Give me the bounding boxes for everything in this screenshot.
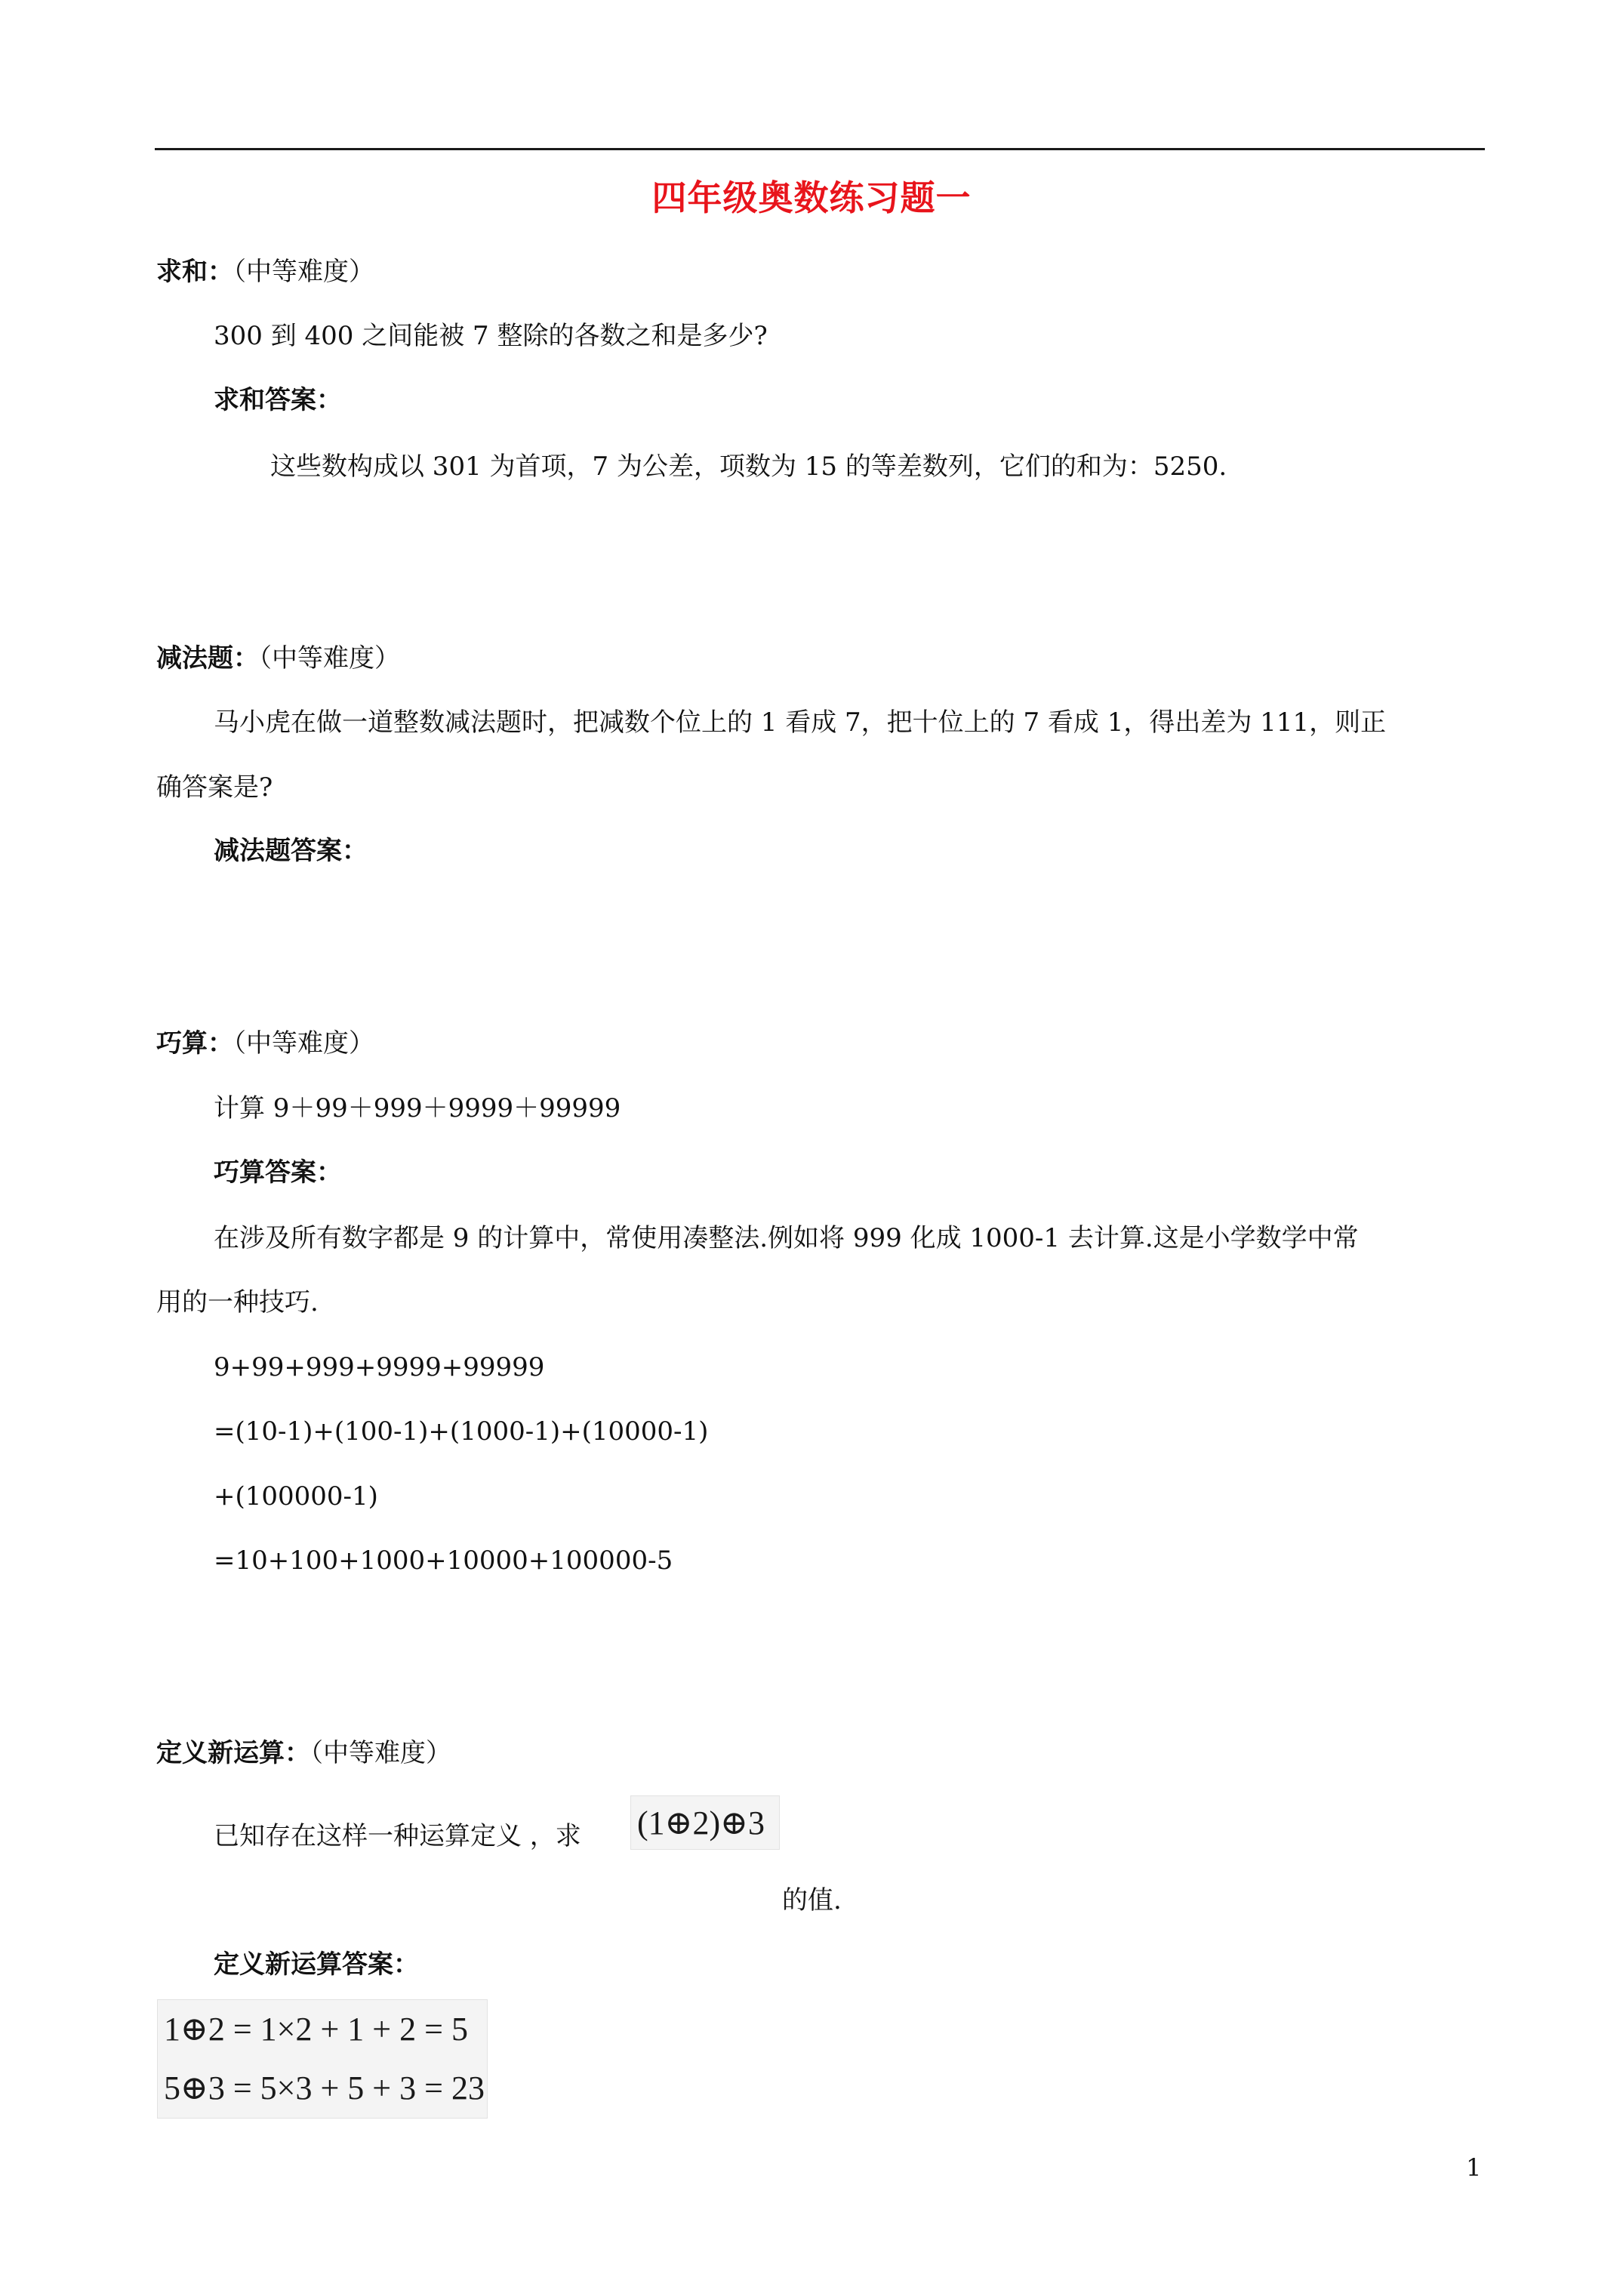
section-heading-sum-label: 求和： — [156, 257, 233, 287]
answer-formula-line: 1⊕2 = 1×2 + 1 + 2 = 5 — [164, 2011, 468, 2048]
clever-step: =(10-1)+(100-1)+(1000-1)+(10000-1) — [214, 1416, 709, 1447]
answer-formula-image — [157, 1999, 488, 2119]
section-heading-clever — [156, 1028, 374, 1059]
formula-image: (1⊕2)⊕3 — [630, 1795, 780, 1850]
difficulty-label: （中等难度） — [233, 257, 374, 287]
clever-step: +(100000-1) — [214, 1481, 378, 1512]
subtraction-answer-label: 减法题答案： — [214, 836, 368, 866]
subtraction-question-line2: 确答案是? — [156, 772, 273, 803]
section-heading-subtraction — [156, 643, 400, 673]
new-operation-answer-label: 定义新运算答案： — [214, 1949, 419, 1980]
subtraction-question-line1: 马小虎在做一道整数减法题时，把减数个位上的 1 看成 7，把十位上的 7 看成 1，得出差为 111，则正 — [214, 707, 1387, 738]
clever-question: 计算 9＋99＋999＋9999＋99999 — [214, 1093, 621, 1123]
section-heading-new-operation — [156, 1738, 451, 1768]
clever-answer-line1: 在涉及所有数字都是 9 的计算中，常使用凑整法.例如将 999 化成 1000-1 去计算.这是小学数学中常 — [214, 1223, 1359, 1253]
sum-answer: 这些数构成以 301 为首项，7 为公差，项数为 15 的等差数列，它们的和为：5250. — [270, 451, 1227, 482]
answer-formula-line: 5⊕3 = 5×3 + 5 + 3 = 23 — [164, 2069, 485, 2106]
clever-step: 9+99+999+9999+99999 — [214, 1352, 545, 1382]
sum-answer-label: 求和答案： — [214, 385, 342, 415]
difficulty-label: （中等难度） — [310, 1738, 451, 1768]
section-heading-new-operation-label: 定义新运算： — [156, 1738, 310, 1768]
header-rule — [155, 148, 1485, 150]
section-heading-subtraction-label: 减法题： — [156, 643, 259, 673]
new-operation-question: 已知存在这样一种运算定义 ，求 — [214, 1821, 581, 1851]
new-operation-question-tail: 的值. — [782, 1885, 842, 1915]
page-title: 四年级奥数练习题一 — [651, 177, 972, 218]
clever-answer-line2: 用的一种技巧. — [156, 1287, 319, 1318]
clever-answer-label: 巧算答案： — [214, 1157, 342, 1188]
difficulty-label: （中等难度） — [259, 643, 400, 673]
clever-step: =10+100+1000+10000+100000-5 — [214, 1546, 673, 1576]
difficulty-label: （中等难度） — [233, 1028, 374, 1059]
page-number: 1 — [1466, 2153, 1482, 2182]
section-heading-sum — [156, 257, 374, 287]
sum-question: 300 到 400 之间能被 7 整除的各数之和是多少? — [214, 321, 768, 351]
section-heading-clever-label: 巧算： — [156, 1028, 233, 1059]
